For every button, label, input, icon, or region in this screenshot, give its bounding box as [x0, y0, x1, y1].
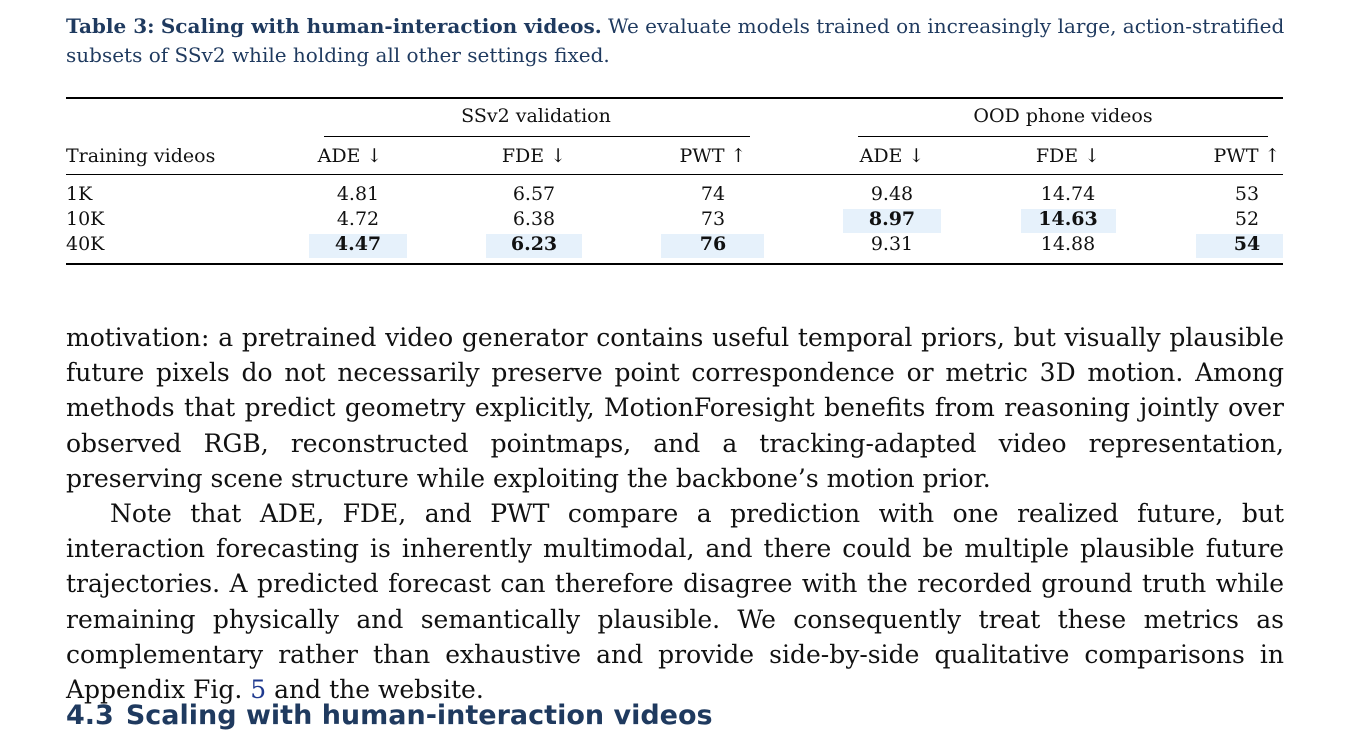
section-heading [66, 700, 713, 731]
cell-10k-ssv2-fde: 6.38 [512, 208, 556, 230]
col-header-ood-pwt: PWT ↑ [1213, 145, 1281, 167]
row-label-10k: 10K [66, 208, 105, 230]
caption-title: Scaling with human-interaction videos. [160, 14, 602, 38]
col-header-ssv2-pwt: PWT ↑ [679, 145, 747, 167]
cell-1k-ood-fde: 14.74 [1040, 183, 1096, 205]
cell-1k-ood-ade: 9.48 [870, 183, 914, 205]
cell-1k-ssv2-fde: 6.57 [512, 183, 556, 205]
group-header-ood: OOD phone videos [973, 105, 1153, 127]
group-header-ssv2: SSv2 validation [461, 105, 611, 127]
caption-label: Table 3: [66, 14, 155, 38]
table-caption [66, 12, 1288, 70]
section-number: 4.3 [66, 700, 114, 731]
col-header-ssv2-fde: FDE ↓ [501, 145, 567, 167]
cell-40k-ssv2-ade: 4.47 [334, 233, 382, 255]
col-header-ood-fde: FDE ↓ [1035, 145, 1101, 167]
table-mid-rule [66, 174, 1283, 175]
paragraph-metrics-text: Note that ADE, FDE, and PWT compare a prediction with one realized future, but interaction forecasting is inherently multimodal, and there could be multiple plausible future trajectories. A predicted forecast can therefore disagree with the recorded ground truth while remaining physically and semantically plausible. We consequently treat these metrics as complementary rather than exhaustive and provide side-by-side qualitative comparisons in Appendix Fig. [66, 499, 1284, 705]
paragraph-metrics-note [66, 496, 1284, 707]
caption-text: We evaluate models trained on increasingly large, action-stratified subsets of SSv2 while holding all other settings fixed. [66, 14, 1285, 67]
col-header-ood-ade: ADE ↓ [859, 145, 925, 167]
body-text [66, 320, 1284, 707]
group-rule-ssv2 [324, 136, 750, 137]
row-label-1k: 1K [66, 183, 93, 205]
table-top-rule [66, 97, 1283, 99]
group-rule-ood [858, 136, 1268, 137]
cell-40k-ood-ade: 9.31 [870, 233, 914, 255]
cell-40k-ood-fde: 14.88 [1040, 233, 1096, 255]
row-label-40k: 40K [66, 233, 105, 255]
cell-40k-ood-pwt: 54 [1233, 233, 1261, 255]
col-header-ssv2-ade: ADE ↓ [317, 145, 383, 167]
row-header: Training videos [66, 145, 216, 167]
cell-40k-ssv2-fde: 6.23 [510, 233, 558, 255]
cell-10k-ssv2-ade: 4.72 [336, 208, 380, 230]
figure-ref-link[interactable]: 5 [250, 675, 267, 705]
paragraph-motivation: motivation: a pretrained video generator contains useful temporal priors, but visually plausible future pixels do not necessarily preserve point correspondence or metric 3D motion. Among methods that predict geometry explicitly, MotionForesight benefits from reasoning jointly over observed RGB, reconstructed pointmaps, and a tracking-adapted video representation, preserving scene structure while exploiting the backbone’s motion prior. [66, 323, 1284, 493]
table-bottom-rule [66, 263, 1283, 265]
cell-10k-ssv2-pwt: 73 [700, 208, 726, 230]
cell-1k-ood-pwt: 53 [1234, 183, 1260, 205]
section-title: Scaling with human-interaction videos [125, 700, 713, 731]
cell-10k-ood-pwt: 52 [1234, 208, 1260, 230]
cell-1k-ssv2-pwt: 74 [700, 183, 726, 205]
cell-40k-ssv2-pwt: 76 [699, 233, 727, 255]
cell-1k-ssv2-ade: 4.81 [336, 183, 380, 205]
paragraph-metrics-end: and the website. [274, 675, 484, 705]
cell-10k-ood-ade: 8.97 [868, 208, 916, 230]
cell-10k-ood-fde: 14.63 [1038, 208, 1098, 230]
